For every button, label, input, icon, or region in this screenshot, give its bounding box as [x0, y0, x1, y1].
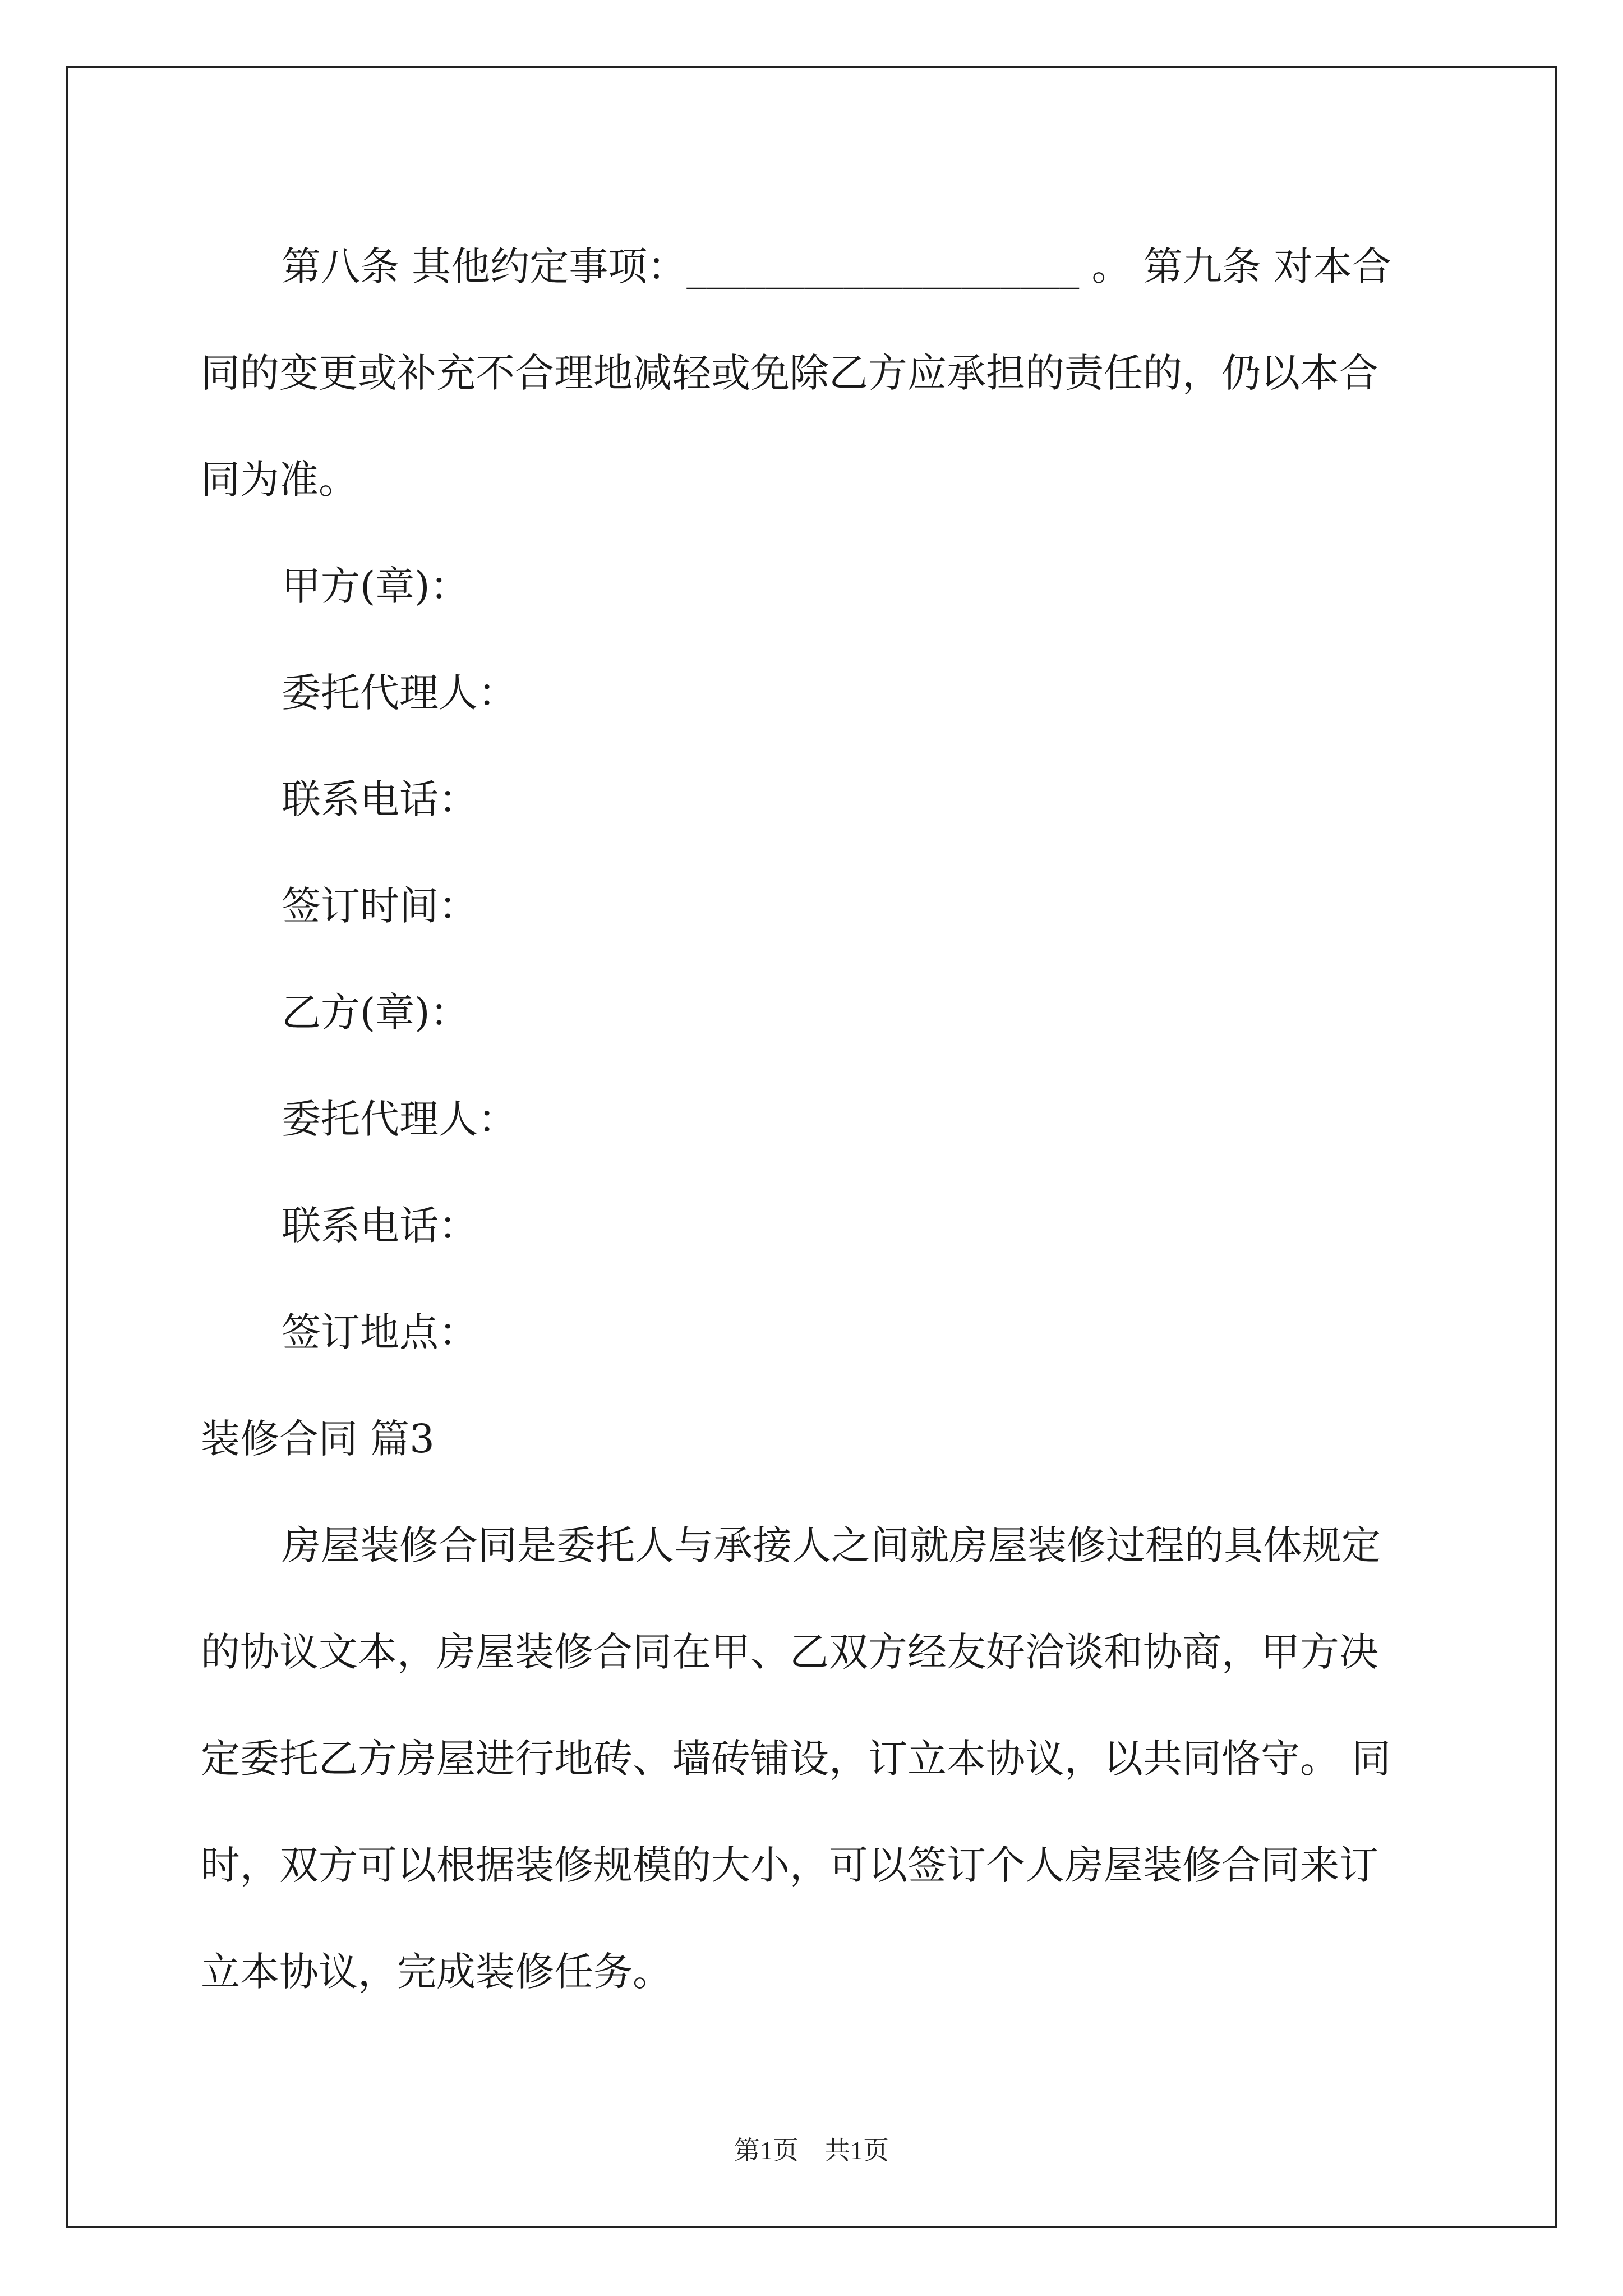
- party-a-seal: 甲方(章)：: [282, 563, 469, 609]
- party-b-sign-place: 签订地点：: [282, 1309, 478, 1355]
- intro-paragraph: [201, 1492, 1435, 2025]
- article-8-line-3: 同为准。: [201, 457, 358, 503]
- intro-line-2: 的协议文本，房屋装修合同在甲、乙双方经友好洽谈和协商，甲方决: [201, 1629, 1378, 1675]
- intro-line-3: 定委托乙方房屋进行地砖、墙砖铺设，订立本协议，以共同恪守。 同: [201, 1736, 1391, 1782]
- party-b-seal: 乙方(章)：: [282, 990, 469, 1036]
- party-b-agent: 委托代理人：: [282, 1096, 517, 1142]
- intro-line-4: 时，双方可以根据装修规模的大小，可以签订个人房屋装修合同来订: [201, 1842, 1378, 1888]
- intro-line-1: 房屋装修合同是委托人与承接人之间就房屋装修过程的具体规定: [282, 1522, 1381, 1568]
- intro-line-5: 立本协议，完成装修任务。: [201, 1949, 672, 1995]
- page-footer: 第1页 共1页: [734, 2136, 889, 2165]
- party-a-phone: 联系电话：: [282, 776, 478, 822]
- article-8-paragraph: [201, 213, 1435, 533]
- party-a-agent: 委托代理人：: [282, 670, 517, 716]
- section-title: 装修合同 篇3: [201, 1416, 435, 1462]
- article-8-line-1: 第八条 其他约定事项：____________________ 。 第九条 对本合: [282, 243, 1392, 289]
- party-b-phone: 联系电话：: [282, 1203, 478, 1249]
- party-a-sign-time: 签订时间：: [282, 883, 478, 929]
- document-body: [201, 213, 1435, 2025]
- article-8-line-2: 同的变更或补充不合理地减轻或免除乙方应承担的责任的，仍以本合: [201, 350, 1378, 396]
